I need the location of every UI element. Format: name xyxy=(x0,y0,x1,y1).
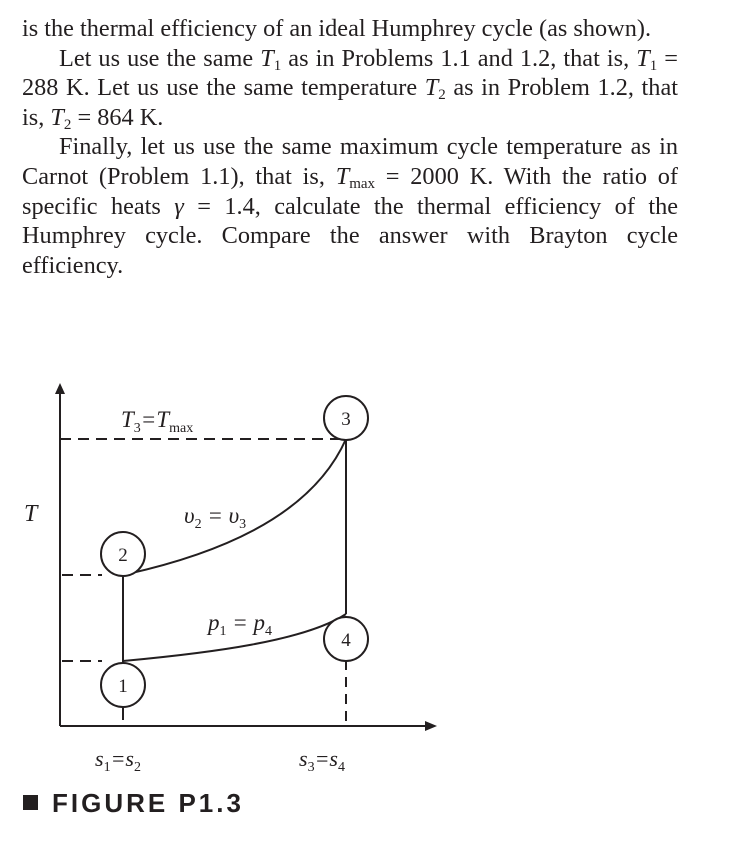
problem-text xyxy=(22,14,678,280)
s12-label: $s_1=s_2$ xyxy=(95,746,141,772)
ts-diagram xyxy=(0,372,745,772)
paragraph-3: Finally, let us use the same maximum cycle temperature as in Carnot (Problem 1.1), that is, $T_{max} = 2000$ K. With the ratio of specific heats γ = 1.4, calculate the thermal efficiency of the Humphrey cycle. Compare the answer with Brayton cycle efficiency. xyxy=(22,133,678,279)
isochore-label: $\upsilon_2 = \upsilon_3$ xyxy=(184,503,247,532)
isobar-label: $p_1 = p_4$ xyxy=(208,610,273,639)
state-2-label: 2 xyxy=(118,545,128,566)
state-4-label: 4 xyxy=(341,630,351,651)
caption-square-icon xyxy=(23,795,38,810)
paragraph-1: is the thermal efficiency of an ideal Humphrey cycle (as shown). xyxy=(22,15,652,42)
paragraph-2: Let us use the same $T_1$ as in Problems 1.1 and 1.2, that is, $T_1 = 288$ K. Let us use the same temperature $T_2$ as in Problem 1.2, that is, $T_2 = 864$ K. xyxy=(22,44,678,133)
y-axis-arrow xyxy=(55,383,65,394)
x-axis-arrow xyxy=(425,721,437,731)
s34-label: $s_3=s_4$ xyxy=(299,746,345,772)
tmax-label: $T_3=T_{max}$ xyxy=(121,407,194,436)
state-1-label: 1 xyxy=(118,676,128,697)
state-3-label: 3 xyxy=(341,409,351,430)
figure-caption: FIGURE P1.3 xyxy=(23,788,244,819)
y-axis-label: T xyxy=(24,501,38,527)
